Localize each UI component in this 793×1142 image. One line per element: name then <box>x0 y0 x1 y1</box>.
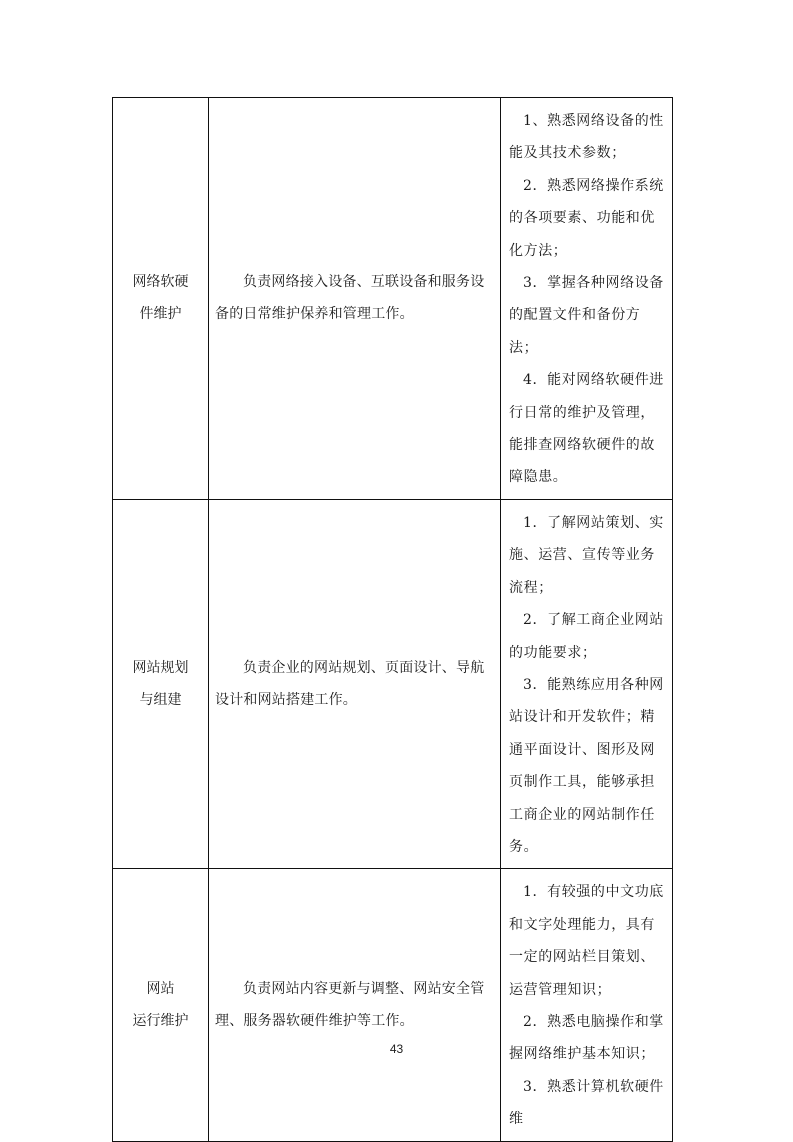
requirement-item: 2．熟悉网络操作系统的各项要素、功能和优化方法； <box>509 177 664 259</box>
requirement-item: 4．能对网络软硬件进行日常的维护及管理，能排查网络软硬件的故障隐患。 <box>509 372 664 486</box>
duty-text: 负责网络接入设备、互联设备和服务设备的日常维护保养和管理工作。 <box>215 274 485 323</box>
duty-cell <box>209 499 501 868</box>
duty-text: 负责网站内容更新与调整、网站安全管理、服务器软硬件维护等工作。 <box>215 980 485 1029</box>
requirement-item: 3．掌握各种网络设备的配置文件和备份方法； <box>509 275 664 356</box>
duty-cell <box>209 98 501 500</box>
requirement-item: 1、熟悉网络设备的性能及其技术参数； <box>509 113 664 162</box>
requirement-item: 3．能熟练应用各种网站设计和开发软件；精通平面设计、图形及网页制作工具，能够承担工商企业的网站制作任务。 <box>509 676 664 855</box>
table-row <box>113 499 673 868</box>
requirements-cell <box>501 869 673 1141</box>
position-name-line: 运行维护 <box>132 1012 189 1029</box>
job-requirements-table <box>112 97 673 1142</box>
duty-text: 负责企业的网站规划、页面设计、导航设计和网站搭建工作。 <box>215 659 485 709</box>
requirement-item: 1．了解网站策划、实施、运营、宣传等业务流程； <box>509 514 664 596</box>
position-name-line: 网络软硬 <box>132 274 189 291</box>
table-row <box>113 869 673 1141</box>
position-name-line: 网站规划 <box>132 659 189 676</box>
table-row <box>113 98 673 500</box>
position-name-cell <box>113 499 209 868</box>
position-name-cell <box>113 869 209 1141</box>
requirements-cell <box>501 499 673 868</box>
requirement-item: 2．了解工商企业网站的功能要求； <box>509 612 664 661</box>
page-number: 43 <box>389 1042 404 1056</box>
requirement-item: 3．熟悉计算机软硬件维 <box>509 1078 664 1128</box>
position-name-line: 与组建 <box>139 692 182 709</box>
requirement-item: 1．有较强的中文功底和文字处理能力，具有一定的网站栏目策划、运营管理知识； <box>509 884 664 998</box>
requirement-item: 2．熟悉电脑操作和掌握网络维护基本知识； <box>509 1013 664 1063</box>
position-name-line: 网站 <box>146 980 175 997</box>
requirements-cell <box>501 98 673 500</box>
position-name-line: 件维护 <box>139 306 182 323</box>
position-name-cell <box>113 98 209 500</box>
duty-cell <box>209 869 501 1141</box>
